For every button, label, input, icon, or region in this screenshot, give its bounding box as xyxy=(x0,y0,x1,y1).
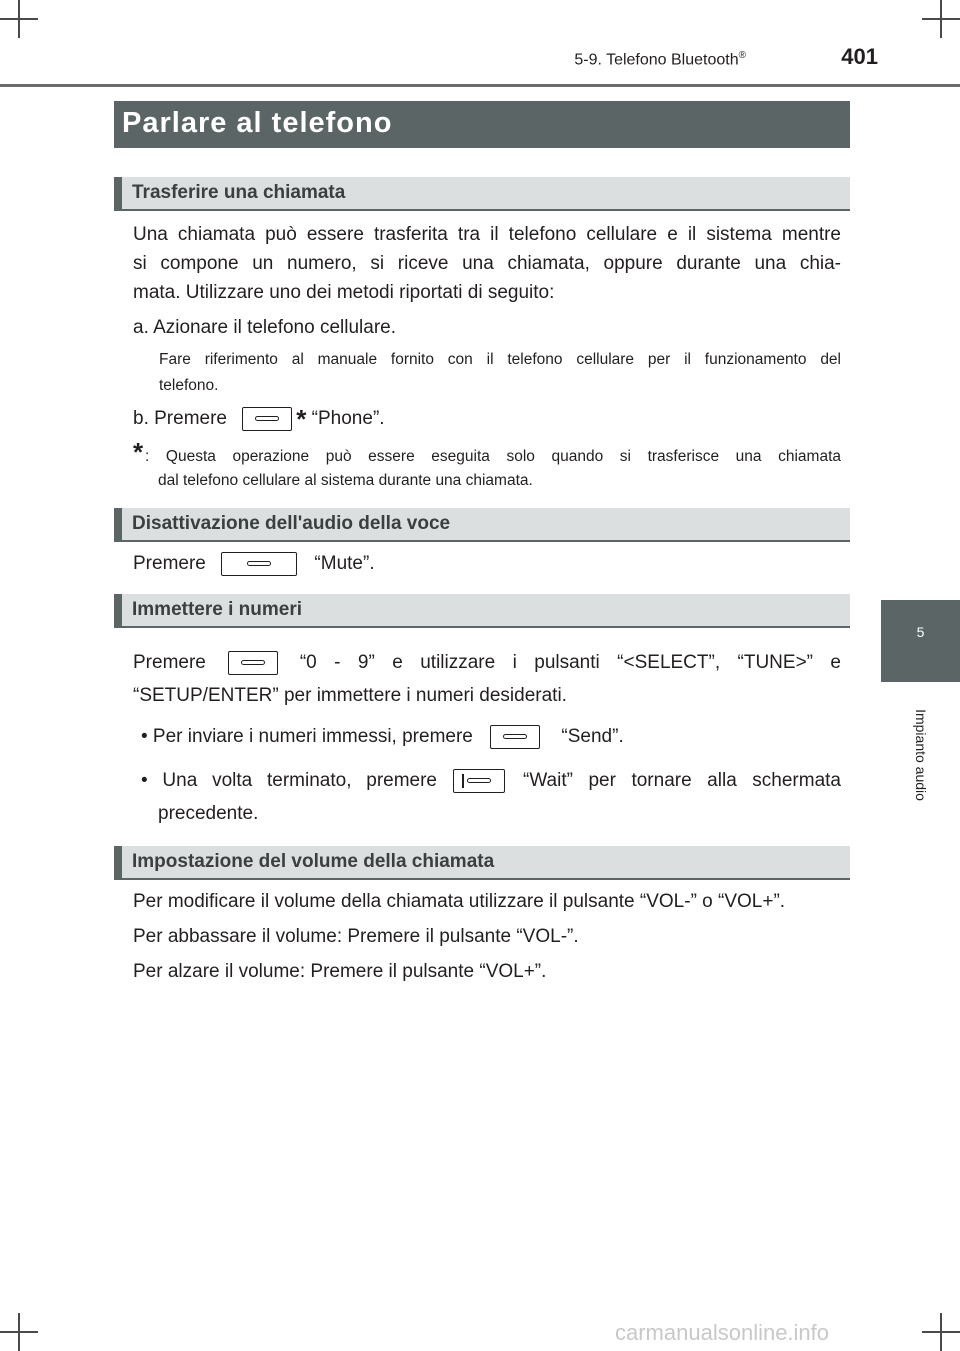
volume-line: Per abbassare il volume: Premere il pulsante “VOL-”. xyxy=(133,926,579,947)
section-heading-numbers: Immettere i numeri xyxy=(114,594,850,628)
note-line: telefono. xyxy=(159,377,219,394)
footnote-line: : Questa operazione può essere eseguita solo quando si trasferisce una chiamata xyxy=(145,448,841,465)
page-number: 401 xyxy=(841,44,878,69)
footnote-line: dal telefono cellulare al sistema durante una chiamata. xyxy=(158,472,533,489)
watermark: carmanualsonline.info xyxy=(615,1320,830,1345)
crop-mark xyxy=(18,0,20,38)
keypad-button-icon xyxy=(228,651,278,675)
chapter-tab: 5 xyxy=(881,600,960,682)
section-heading-volume: Impostazione del volume della chiamata xyxy=(114,846,850,880)
send-button-icon xyxy=(490,725,540,749)
section-heading-mute: Disattivazione dell'audio della voce xyxy=(114,508,850,542)
paragraph-line: mata. Utilizzare uno dei metodi riportati di seguito: xyxy=(133,282,555,303)
page-title: Parlare al telefono xyxy=(114,101,850,148)
section-heading-transfer: Trasferire una chiamata xyxy=(114,177,850,211)
list-item-a: a. Azionare il telefono cellulare. xyxy=(133,317,396,338)
numbers-line-2: “SETUP/ENTER” per immettere i numeri desiderati. xyxy=(133,685,567,706)
volume-line: Per modificare il volume della chiamata utilizzare il pulsante “VOL-” o “VOL+”. xyxy=(133,891,786,912)
header-rule xyxy=(0,84,960,87)
chapter-label: Impianto audio xyxy=(913,709,929,801)
wait-button-icon xyxy=(453,769,505,793)
numbers-line-1: Premere “0 - 9” e utilizzare i pulsanti “<SELECT”, “TUNE>” e xyxy=(133,652,841,673)
note-line: Fare riferimento al manuale fornito con il telefono cellulare per il funzionamento del xyxy=(159,351,841,368)
crop-mark xyxy=(18,1313,20,1351)
crop-mark xyxy=(940,0,942,38)
paragraph-line: si compone un numero, si riceve una chiamata, oppure durante una chia- xyxy=(133,253,841,274)
crop-mark xyxy=(940,1313,942,1351)
header-section: 5-9. Telefono Bluetooth® xyxy=(574,50,746,69)
volume-line: Per alzare il volume: Premere il pulsante “VOL+”. xyxy=(133,961,547,982)
bullet-wait-line-2: precedente. xyxy=(158,803,259,824)
list-item-b: b. Premere * “Phone”. xyxy=(133,404,385,434)
bullet-send: • Per inviare i numeri immessi, premere “Send”. xyxy=(141,726,624,747)
phone-button-icon xyxy=(242,407,292,431)
footnote-star: * xyxy=(133,437,144,467)
bullet-wait: • Una volta terminato, premere “Wait” per tornare alla schermata xyxy=(141,770,841,791)
paragraph-line: Una chiamata può essere trasferita tra il telefono cellulare e il sistema mentre xyxy=(133,224,841,245)
mute-instruction: Premere “Mute”. xyxy=(133,553,375,574)
mute-button-icon xyxy=(221,552,297,576)
